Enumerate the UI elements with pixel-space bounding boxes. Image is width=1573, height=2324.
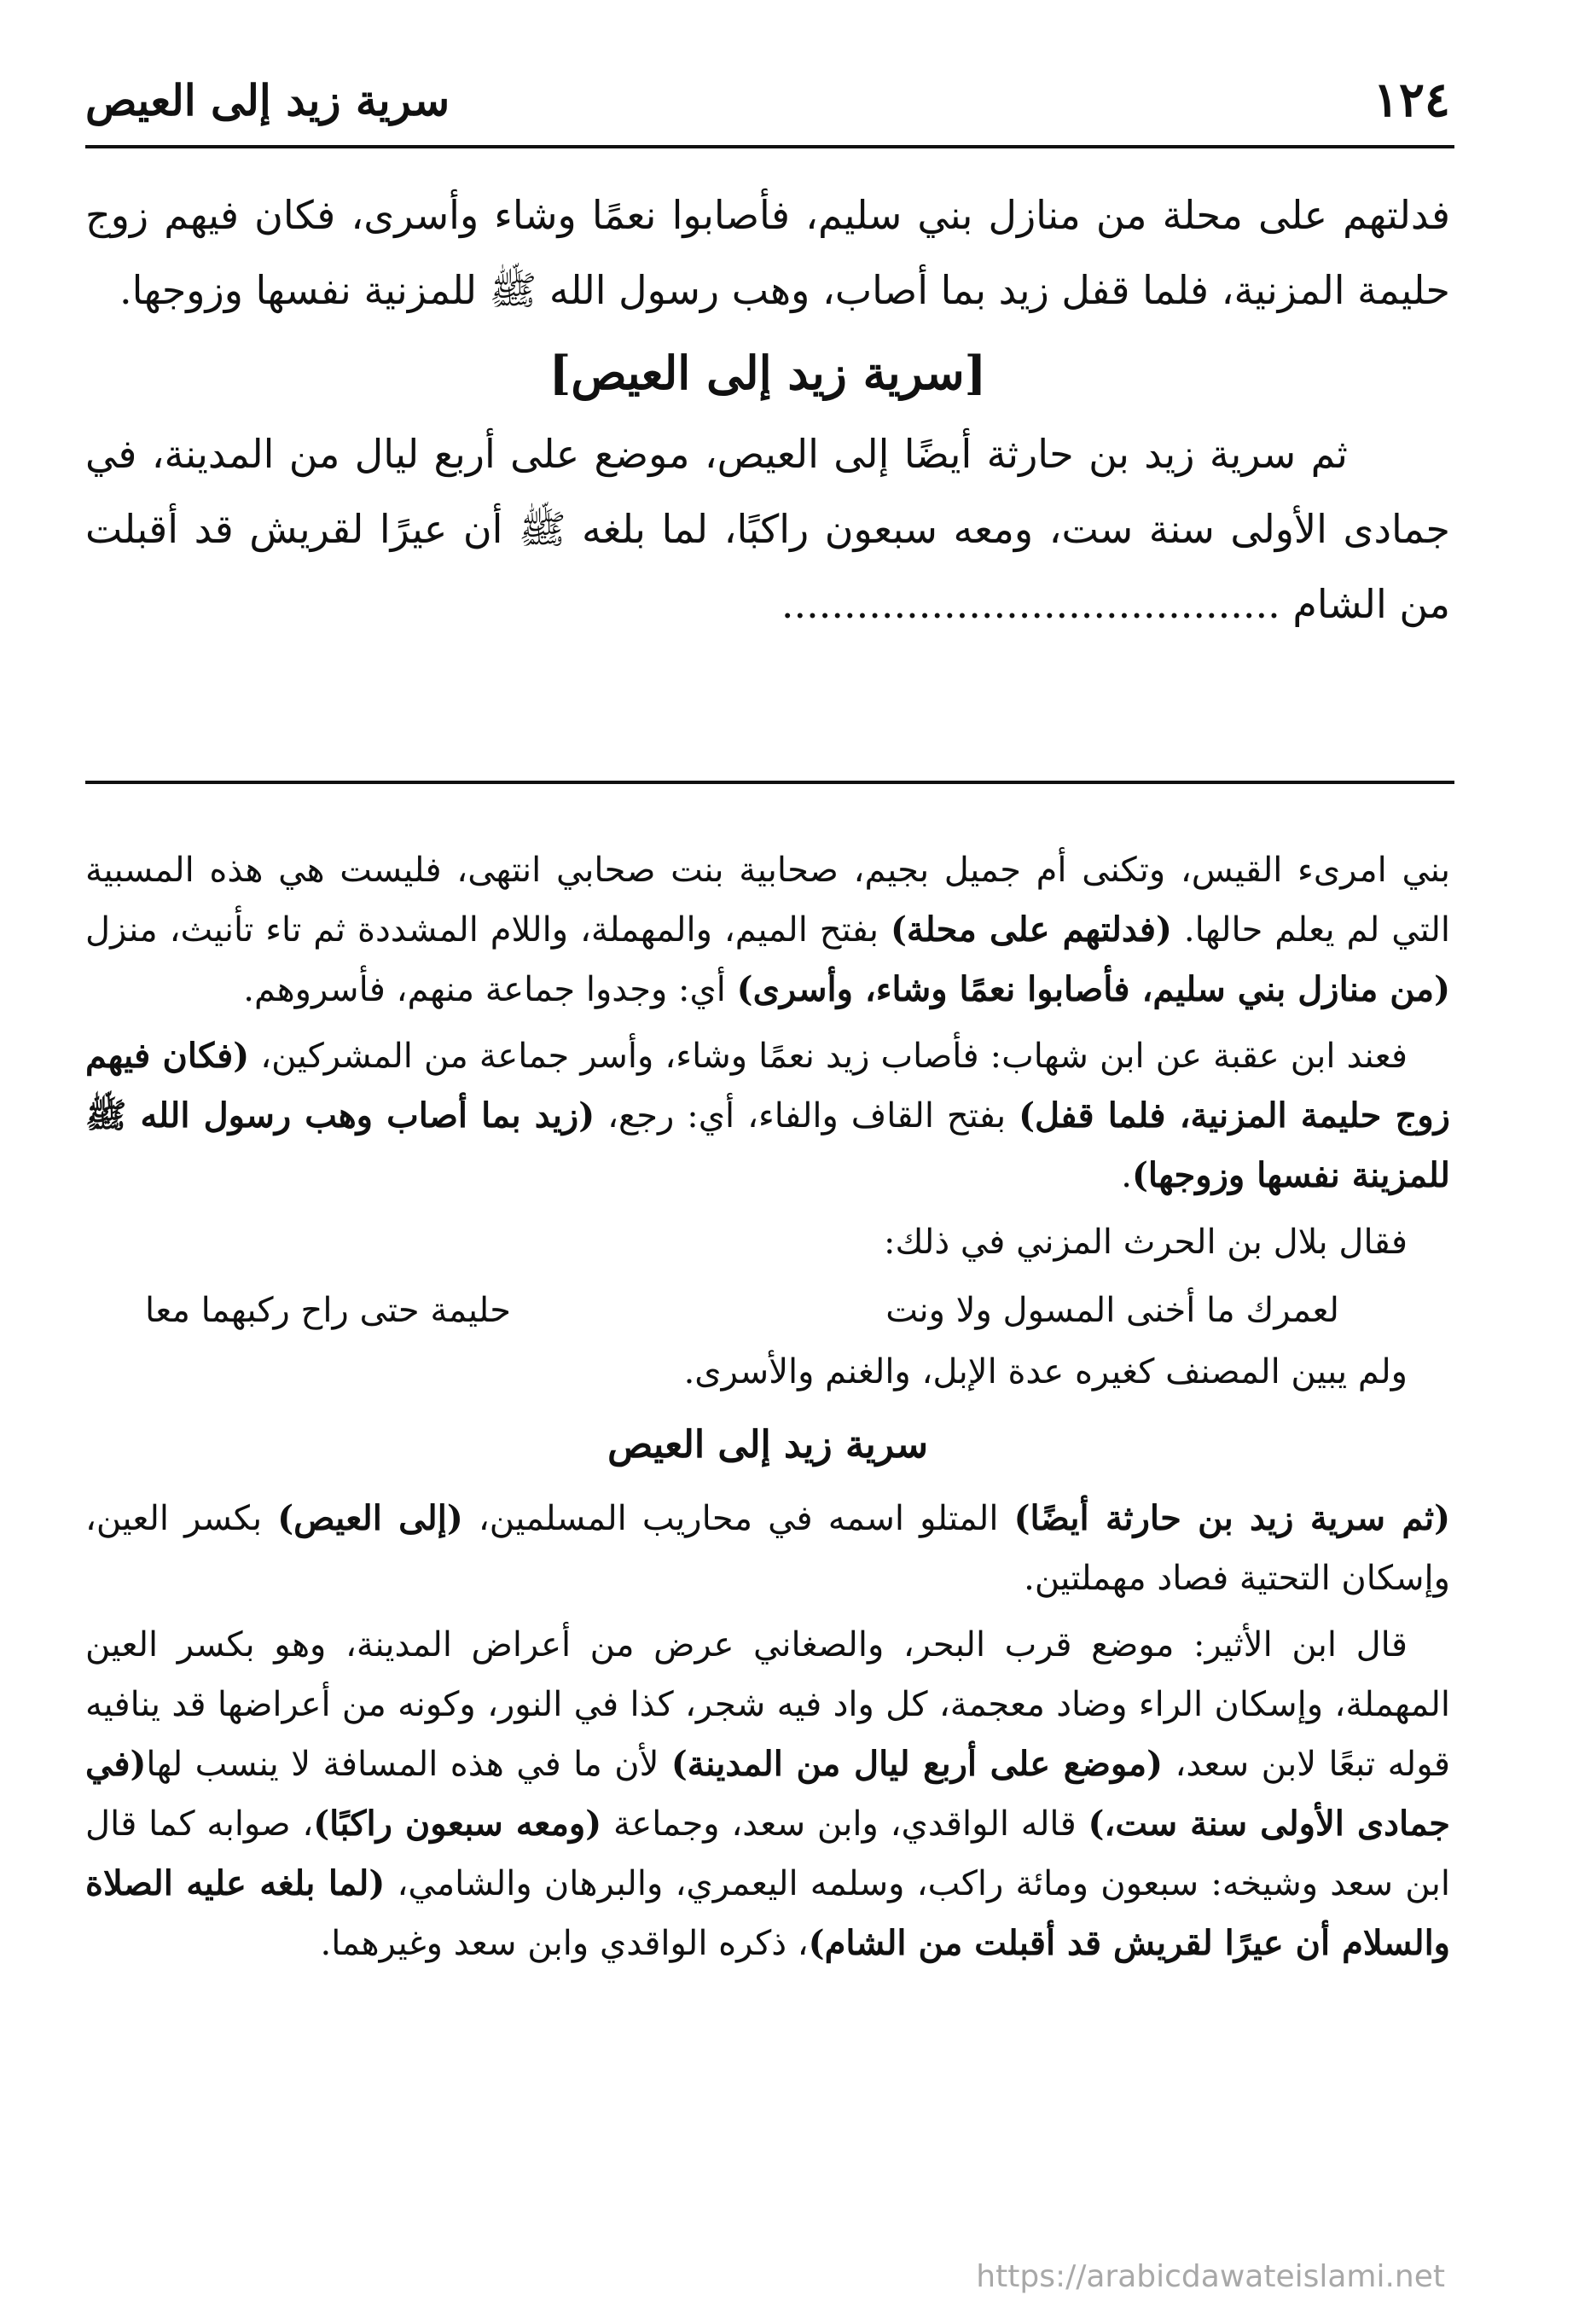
commentary-text-span: ، صوابه كما قال ابن سعد وشيخه: سبعون ومائة راكب، وسلمه اليعمري، والبرهان والشامي، xyxy=(85,1804,1450,1903)
commentary-text-span: لأن ما في هذه المسافة لا ينسب لها xyxy=(146,1745,671,1784)
commentary-text-span: بني امرىء القيس، وتكنى أم جميل بجيم، صحابية بنت صحابي انتهى، فليست هي هذه المسبية التي لم يعلم حالها. xyxy=(85,851,1450,950)
ellipsis-dots: ........................................ xyxy=(781,581,1280,627)
quoted-matn: (فكان فيهم زوج حليمة المزنية، فلما قفل) xyxy=(85,1036,1450,1136)
page-header xyxy=(85,72,1450,147)
commentary-paragraph-2 xyxy=(85,1026,1450,1206)
quoted-matn: (ومعه سبعون راكبًا) xyxy=(313,1804,602,1844)
quoted-matn: (موضع على أربع ليال من المدينة) xyxy=(670,1744,1164,1784)
commentary-text-span: بفتح الميم، والمهملة، واللام المشددة ثم تاء تأنيث، منزل xyxy=(85,910,891,950)
main-paragraph-2-text: ثم سرية زيد بن حارثة أيضًا إلى العيص، موضع على أربع ليال من المدينة، في جمادى الأولى سنة ست، ومعه سبعون راكبًا، لما بلغه ﷺ أن عيرًا لقريش قد أقبلت من الشام xyxy=(85,431,1450,627)
header-rule xyxy=(85,145,1454,148)
footnote-divider xyxy=(85,781,1454,784)
quoted-matn: (لما بلغه عليه الصلاة والسلام أن عيرًا لقريش قد أقبلت من الشام) xyxy=(85,1863,1450,1963)
section-heading: [سرية زيد إلى العيص] xyxy=(549,346,987,400)
commentary-text-span: قال ابن الأثير: موضع قرب البحر، والصغاني عرض من أعراض المدينة، وهو بكسر العين المهملة، وإسكان الراء وضاد معجمة، كل واد فيه شجر، كذا في النور، وكونه من أعراضها قد ينافيه قوله تبعًا لابن سعد، xyxy=(85,1625,1450,1784)
poem-first-hemistich: لعمرك ما أخنى المسول ولا ونت xyxy=(885,1291,1339,1330)
page-number: ١٢٤ xyxy=(1373,72,1450,128)
commentary-paragraph-4: ولم يبين المصنف كغيره عدة الإبل، والغنم والأسرى. xyxy=(683,1352,1408,1391)
main-paragraph-2 xyxy=(85,416,1450,642)
commentary-paragraph-1 xyxy=(85,840,1450,1020)
quoted-matn: (من منازل بني سليم، فأصابوا نعمًا وشاء، وأسرى) xyxy=(736,969,1450,1009)
commentary-text xyxy=(85,840,1450,1980)
commentary-text-span: ، ذكره الواقدي وابن سعد وغيرهما. xyxy=(320,1924,809,1963)
commentary-text-span: . xyxy=(1121,1156,1132,1195)
poem-second-hemistich: حليمة حتى راح ركبهما معا xyxy=(145,1291,511,1330)
commentary-heading: سرية زيد إلى العيص xyxy=(607,1423,928,1467)
commentary-text-span: بفتح القاف والفاء، أي: رجع، xyxy=(595,1096,1019,1136)
watermark-url: https://arabicdawateislami.net xyxy=(976,2259,1445,2294)
quoted-matn: (ثم سرية زيد بن حارثة أيضًا) xyxy=(1013,1498,1450,1538)
commentary-text-span: بكسر العين، وإسكان التحتية فصاد مهملتين. xyxy=(85,1499,1450,1598)
commentary-paragraph-3: فقال بلال بن الحرث المزني في ذلك: xyxy=(883,1223,1408,1262)
quoted-matn: (في جمادى الأولى سنة ست،) xyxy=(85,1744,1451,1844)
main-text xyxy=(85,177,1450,642)
commentary-text-span: قاله الواقدي، وابن سعد، وجماعة xyxy=(601,1804,1088,1844)
main-paragraph-1: فدلتهم على محلة من منازل بني سليم، فأصابوا نعمًا وشاء وأسرى، فكان فيهم زوج حليمة المزنية، فلما قفل زيد بما أصاب، وهب رسول الله ﷺ للمزنية نفسها وزوجها. xyxy=(85,192,1450,313)
commentary-text-span: المتلو اسمه في محاريب المسلمين، xyxy=(462,1499,1014,1538)
quoted-matn: (إلى العيص) xyxy=(277,1498,463,1538)
commentary-text-span: أي: وجدوا جماعة منهم، فأسروهم. xyxy=(243,970,737,1009)
header-title: سرية زيد إلى العيص xyxy=(85,75,450,125)
commentary-text-span: فعند ابن عقبة عن ابن شهاب: فأصاب زيد نعمًا وشاء، وأسر جماعة من المشركين، xyxy=(249,1037,1408,1076)
quoted-matn: (زيد بما أصاب وهب رسول الله ﷺ للمزينة نفسها وزوجها) xyxy=(85,1095,1450,1195)
quoted-matn: (فدلتهم على محلة) xyxy=(891,909,1172,950)
poem-verse xyxy=(85,1279,1450,1342)
commentary-paragraph-6 xyxy=(85,1615,1450,1973)
commentary-paragraph-5 xyxy=(85,1489,1450,1608)
